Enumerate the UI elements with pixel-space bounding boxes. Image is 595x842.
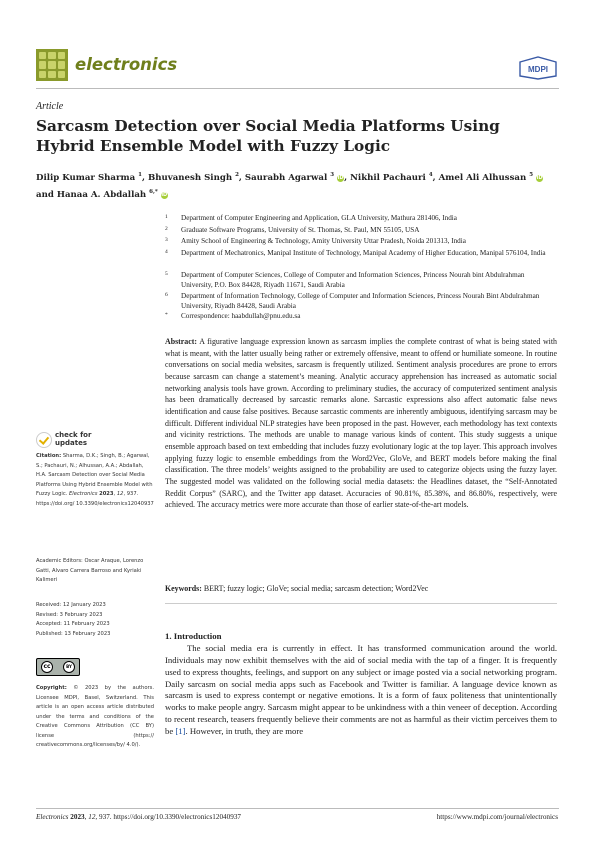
journal-name: electronics xyxy=(75,55,178,74)
mdpi-logo-icon xyxy=(516,56,560,80)
keywords-text: BERT; fuzzy logic; GloVe; social media; sarcasm detection; Word2Vec xyxy=(203,584,429,593)
affiliation-number: 6 xyxy=(165,292,168,298)
author-conjunction: and xyxy=(36,189,54,200)
author-affiliation-marker: 4 xyxy=(428,172,433,178)
orcid-icon[interactable]: iD xyxy=(337,174,344,181)
keywords xyxy=(165,583,557,594)
academic-editors: Academic Editors: Oscar Araque, Lorenzo Gatti, Alvaro Carrera Barroso and Kyriaki Kalimeri xyxy=(36,558,144,583)
affiliation-text: Department of Mechatronics, Manipal Institute of Technology, Manipal Academy of Higher Education, Manipal 576104, India xyxy=(181,249,546,257)
affiliation-text: Amity School of Engineering & Technology, Amity University Uttar Pradesh, Noida 201313, India xyxy=(181,237,466,245)
history-dates xyxy=(36,601,154,639)
article-title: Sarcasm Detection over Social Media Platforms Using Hybrid Ensemble Model with Fuzzy Logic xyxy=(36,117,500,155)
author-line-1: Dilip Kumar Sharma $^1$, Bhuvanesh Singh $^2$, Saurabh Agarwal $^3$ iD, Nikhil Pachauri $^4$, Amel Ali Alhussan $^5$ iD xyxy=(36,172,543,183)
author-affiliation-marker: 1 xyxy=(138,172,142,178)
affiliation-number: 5 xyxy=(165,271,168,277)
author-affiliation-marker: 2 xyxy=(235,172,239,178)
footer-citation: Electronics 2023, 12, 937. https://doi.org/10.3390/electronics12040937 xyxy=(36,813,242,821)
journal-logo-icon xyxy=(36,49,68,81)
author-line-2 xyxy=(36,185,556,202)
affiliation-text: Department of Computer Engineering and Application, GLA University, Mathura 281406, India xyxy=(181,214,457,222)
affiliation-number: 1 xyxy=(165,214,168,220)
affiliation-number: 2 xyxy=(165,226,168,232)
author-list xyxy=(36,168,556,202)
abstract-rule xyxy=(165,603,557,604)
accepted-date: Accepted: 11 February 2023 xyxy=(36,621,110,627)
article-type: Article xyxy=(36,101,64,112)
mdpi-logo-text: MDPI xyxy=(528,65,548,74)
citation-link[interactable]: [1] xyxy=(175,725,186,736)
author-affiliation-marker: 6,* xyxy=(149,188,158,195)
copyright-block: Copyright: © 2023 by the authors. Licensee MDPI, Basel, Switzerland. This article is an open access article distributed under the terms and conditions of the Creative Commons Attribution (CC BY) license (https:// creativecommons.org/licenses/by/ 4.0/). xyxy=(36,685,155,748)
footer-journal-url[interactable]: https://www.mdpi.com/journal/electronics xyxy=(436,813,558,821)
author-affiliation-marker: 5 xyxy=(529,172,534,178)
affiliation-text: Department of Computer Sciences, College of Computer and Information Sciences, Princess Nourah bint Abdulrahman University, P.O. Box 84428, Riyadh 11671, Saudi Arabia xyxy=(181,271,525,289)
author-name: Nikhil Pachauri xyxy=(350,172,426,183)
cc-by-license-icon[interactable]: cc BY xyxy=(36,658,80,676)
affiliation-number: 4 xyxy=(165,249,168,255)
author-name: Dilip Kumar Sharma xyxy=(36,172,136,183)
abstract-label: Abstract: xyxy=(165,337,197,346)
introduction-text: The social media era is currently in effect. It has transformed communication around the world. Individuals may now exhibit themselves with the aid of social media with the tap of a finger. It is frequently used to express thoughts, feelings, and support on any subject or image posted via a social networking program. Daily sarcasm on social media apps such as Facebook and Twitter is familiar. A language device known as sarcasm is used to express contempt or negative emotions. It is a form of faux politeness that unintentionally works to make people angry. Sarcasm might appear to be unkindness with a thin veneer of deception. According to recent research, teasers frequently believe their comments are not as harmful as their victim perceives them to be [1]. However, in truth, they are more xyxy=(165,643,557,736)
orcid-icon[interactable]: iD xyxy=(161,191,168,198)
author-name: Hanaa A. Abdallah xyxy=(56,189,147,200)
abstract-text: A figurative language expression known as sarcasm implies the complete contrast of what is being stated with what is meant, with the latter usually being rather or extremely offensive, meant to offend or humiliate someone. In routine conversations on social media websites, sarcasm is frequently utilized. Sentiment analysis procedures are prone to errors because sarcasm can change a statement’s meaning. Analytic accuracy apprehension has increased as automatic social networking analysis tools have grown. According to preliminary studies, the accuracy of computerized sentiment analysis has been dramatically decreased by sarcastic remarks alone. Sarcastic expressions also affect automatic false news identification and cause false positives. Because sarcastic comments are inherently ambiguous, identifying sarcasm may be difficult. Different individual NLP strategies have been proposed in the past. However, each methodology has text contexts and vicinity restrictions. The methods are unable to manage various kinds of content. This study suggests a unique ensemble approach based on text embedding that includes fuzzy evolutionary logic at the top layer. This approach involves applying fuzzy logic to ensemble embeddings from the Word2Vec, GloVe, and BERT models before making the final classification. The three models’ weights assigned to the probability are used to categorize objects using the fuzzy layer. The suggested model was validated on the following social media datasets: the Headlines dataset, the “Self-Annotated Reddit Corpus” (SARC), and the Twitter app dataset. Accuracies of 90.81%, 85.38%, and 86.80%, respectively, were achieved. The accuracy metrics were more accurate than those of earlier state-of-the-art models. xyxy=(165,337,557,510)
citation-block: Citation: Sharma, D.K.; Singh, B.; Agarwal, S.; Pachauri, N.; Alhussan, A.A.; Abdallah, H.A. Sarcasm Detection over Social Media Platforms Using Hybrid Ensemble Model with Fuzzy Logic. Electronics 2023, 12, 937. https://doi.org/ 10.3390/electronics12040937 xyxy=(36,453,154,507)
check-for-updates-icon[interactable] xyxy=(36,432,52,448)
received-date: Received: 12 January 2023 xyxy=(36,602,106,608)
published-date: Published: 13 February 2023 xyxy=(36,630,111,637)
section-heading: 1. Introduction xyxy=(165,631,222,641)
affiliation-text: Correspondence: haabdullah@pnu.edu.sa xyxy=(181,312,301,320)
author-affiliation-marker: 3 xyxy=(330,172,335,178)
header-rule xyxy=(36,88,559,89)
affiliation-text: Graduate Software Programs, University of St. Thomas, St. Paul, MN 55105, USA xyxy=(181,226,420,234)
orcid-icon[interactable]: iD xyxy=(536,174,543,181)
author-name: Saurabh Agarwal xyxy=(244,172,328,183)
abstract xyxy=(165,336,557,511)
author-name: Bhuvanesh Singh xyxy=(147,172,233,183)
affiliation-number: 3 xyxy=(165,237,168,243)
revised-date: Revised: 3 February 2023 xyxy=(36,611,103,618)
author-name: Amel Ali Alhussan xyxy=(438,172,527,183)
footer-rule xyxy=(36,808,559,809)
affiliation-number: * xyxy=(165,312,168,318)
affiliation-text: Department of Information Technology, College of Computer and Information Sciences, Princess Nourah Bint Abdulrahman University, Riyadh 84428, Saudi Arabia xyxy=(181,292,540,310)
keywords-label: Keywords: xyxy=(165,584,202,593)
check-for-updates-label[interactable]: check for updates xyxy=(55,431,92,447)
